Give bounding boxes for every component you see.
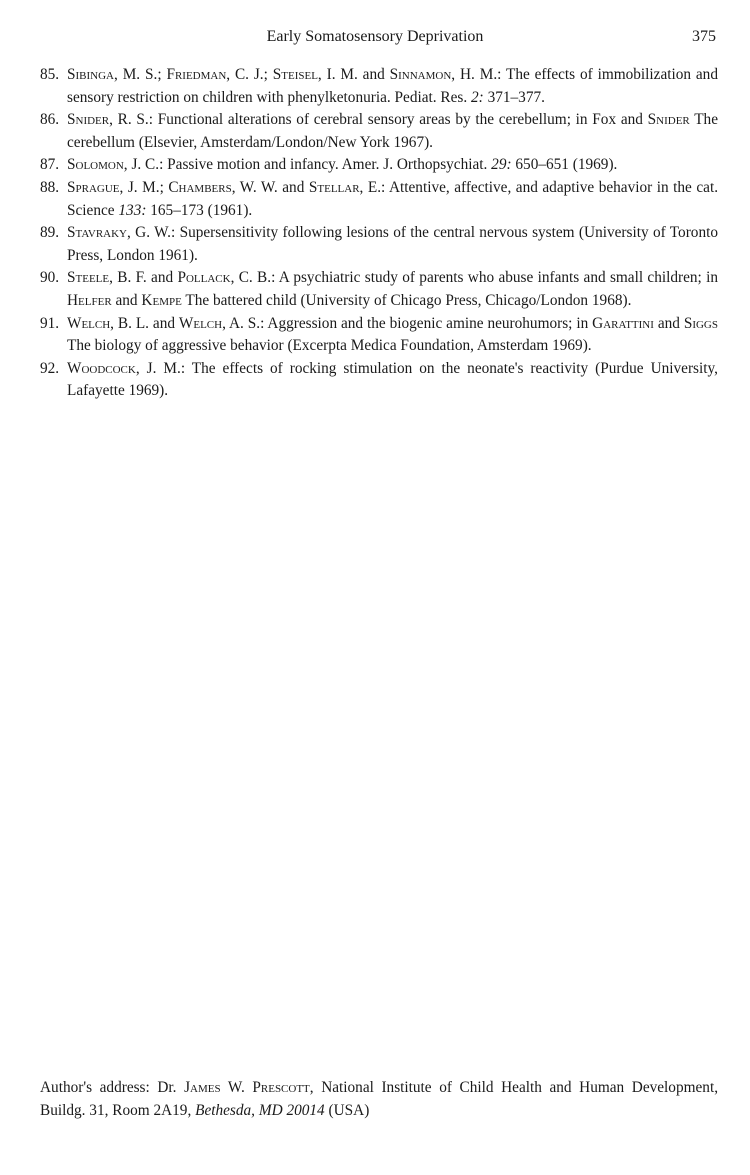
- text-run: , G. W.: Supersensitivity following lesions of the central nervous system (University of Toronto Press, London 1961).: [67, 224, 718, 264]
- author-name: Friedman: [166, 66, 227, 83]
- reference-item: [40, 267, 718, 312]
- text-run: 650–651 (1969).: [511, 156, 618, 174]
- author-name: Woodcock: [67, 359, 136, 377]
- text-run: (USA): [324, 1101, 370, 1119]
- text-run: , M. S.;: [114, 66, 167, 83]
- author-name: Sinnamon: [389, 66, 452, 83]
- author-name: Steisel: [272, 66, 318, 83]
- reference-item: [40, 222, 718, 267]
- author-name: Prescott: [252, 1079, 310, 1096]
- text-run: , National Institute of Child Health and Human Development, Buildg. 31, Room 2A19,: [40, 1079, 719, 1119]
- text-run: , J. M.;: [119, 178, 169, 196]
- reference-item: [40, 358, 718, 403]
- author-name: Chambers: [168, 178, 232, 196]
- reference-item: [40, 313, 718, 358]
- text-run: , J. M.: The effects of rocking stimulation on the neonate's reactivity (Purdue University, Lafayette 1969).: [67, 359, 718, 400]
- italic-text: 133:: [118, 201, 147, 219]
- reference-number: 91.: [40, 314, 60, 332]
- author-name: Kempe: [141, 291, 182, 309]
- author-name: Stellar: [308, 178, 360, 196]
- italic-text: 29:: [491, 156, 512, 174]
- text-run: , E.: Attentive, affective, and adaptive behavior in the cat. Science: [67, 178, 719, 219]
- author-name: Solomon: [67, 156, 124, 174]
- text-run: , C. B.: A psychiatric study of parents who abuse infants and small children; in: [230, 269, 719, 287]
- author-name: Snider: [67, 111, 110, 129]
- reference-item: [40, 154, 718, 177]
- text-run: , A. S.: Aggression and the biogenic amine neurohumors; in: [222, 314, 593, 332]
- italic-text: Bethesda, MD 20014: [195, 1101, 325, 1119]
- text-run: 371–377.: [483, 88, 545, 106]
- running-header: [0, 28, 750, 52]
- author-name: Garattini: [592, 314, 654, 332]
- author-name: Steele: [67, 269, 110, 287]
- text-run: , J. C.: Passive motion and infancy. Amer. J. Orthopsychiat.: [123, 156, 492, 174]
- author-address: [40, 1077, 718, 1122]
- text-run: The cerebellum (Elsevier, Amsterdam/London/New York 1967).: [67, 111, 718, 151]
- author-name: Sibinga: [67, 66, 115, 83]
- text-run: The biology of aggressive behavior (Excerpta Medica Foundation, Amsterdam 1969).: [67, 337, 592, 355]
- page-number: 375: [692, 28, 716, 45]
- reference-number: 86.: [40, 111, 60, 129]
- text-run: and: [653, 314, 684, 332]
- reference-number: 88.: [40, 178, 60, 196]
- author-name: Snider: [647, 111, 690, 129]
- text-run: 165–173 (1961).: [146, 201, 253, 219]
- reference-number: 92.: [40, 359, 60, 377]
- reference-number: 89.: [40, 224, 60, 242]
- text-run: W.: [220, 1079, 253, 1096]
- reference-item: [40, 64, 718, 109]
- reference-list: [40, 64, 718, 403]
- text-run: Author's address: Dr.: [40, 1079, 185, 1096]
- author-name: Siggs: [683, 314, 718, 332]
- text-run: , W. W. and: [231, 178, 309, 196]
- author-name: Stavraky: [67, 224, 127, 242]
- reference-item: [40, 109, 718, 154]
- reference-number: 87.: [40, 156, 60, 174]
- text-run: , H. M.: The effects of immobilization and sensory restriction on children with phenylketonuria. Pediat. Res.: [67, 66, 718, 106]
- author-name: James: [184, 1079, 221, 1096]
- text-run: , B. L. and: [110, 314, 179, 332]
- text-run: , C. J.;: [226, 66, 273, 83]
- text-run: , I. M. and: [317, 66, 390, 83]
- author-name: Welch: [67, 314, 111, 332]
- reference-number: 85.: [40, 66, 60, 83]
- author-name: Welch: [178, 314, 223, 332]
- reference-number: 90.: [40, 269, 60, 287]
- text-run: , B. F. and: [109, 269, 178, 287]
- text-run: The battered child (University of Chicago Press, Chicago/London 1968).: [181, 291, 632, 309]
- author-name: Sprague: [67, 178, 120, 196]
- reference-item: [40, 177, 718, 222]
- author-name: Helfer: [67, 291, 112, 309]
- italic-text: 2:: [471, 88, 484, 106]
- text-run: , R. S.: Functional alterations of cerebral sensory areas by the cerebellum; in Fox and: [109, 111, 648, 129]
- author-name: Pollack: [177, 269, 231, 287]
- running-title: Early Somatosensory Deprivation: [266, 28, 484, 45]
- text-run: and: [111, 291, 142, 309]
